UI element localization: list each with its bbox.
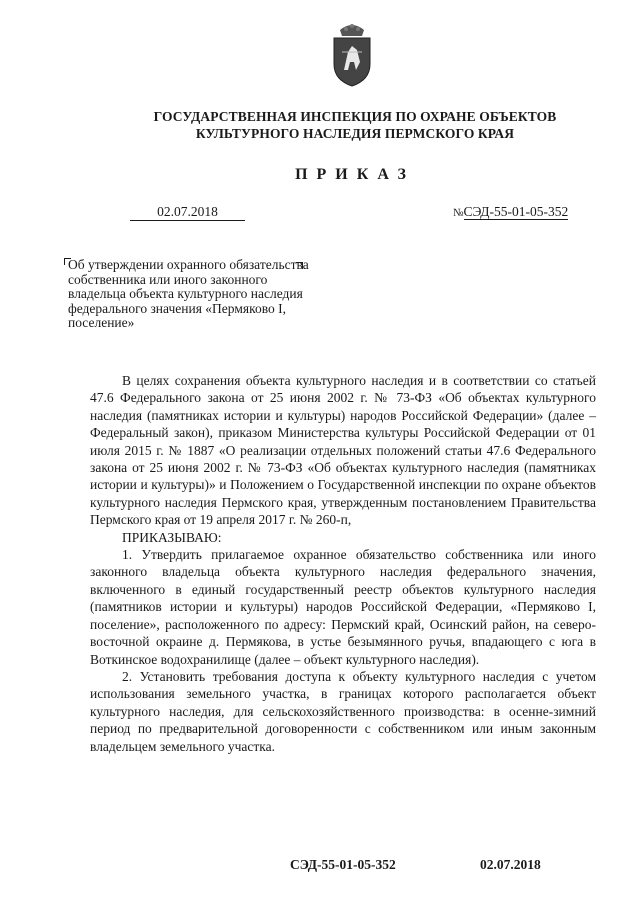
organization-line-2: КУЛЬТУРНОГО НАСЛЕДИЯ ПЕРМСКОГО КРАЯ <box>195 126 515 141</box>
footer-document-date: 02.07.2018 <box>480 857 541 872</box>
order-item-2: 2. Установить требования доступа к объекту культурного наследия с учетом использования земельного участка, в границах которого располагается объект культурного наследия, для сельскохозяйственного производства: в осенне-зимний период по предварительной договоренности с собственником или иным законным владельцем земельного участка. <box>90 668 596 754</box>
number-sign: № <box>453 207 464 219</box>
organization-line-1: ГОСУДАРСТВЕННАЯ ИНСПЕКЦИЯ ПО ОХРАНЕ ОБЪЕКТОВ <box>153 109 557 124</box>
preamble-paragraph: В целях сохранения объекта культурного наследия и в соответствии со статьей 47.6 Федерального закона от 25 июня 2002 г. № 73-ФЗ «Об объектах культурного наследия (памятниках истории и культуры) народов Российской Федерации» (далее – Федеральный закон), приказом Министерства культуры Российской Федерации от 01 июля 2015 г. № 1887 «О реализации отдельных положений статьи 47.6 Федерального закона от 25 июня 2002 г. № 73-ФЗ «Об объектах культурного наследия (памятниках истории и культуры)» и Положением о Государственной инспекции по охране объектов культурного наследия Пермского края, утвержденным постановлением Правительства Пермского края от 19 апреля 2017 г. № 260-п, <box>90 373 596 528</box>
document-number-value: СЭД-55-01-05-352 <box>463 204 569 219</box>
document-type-title: ПРИКАЗ <box>295 166 415 183</box>
document-subject: Об утверждении охранного обязательства собственника или иного законного владельца объекта культурного наследия федерального значения «Пермяково I, поселение» <box>68 257 309 330</box>
order-keyword: ПРИКАЗЫВАЮ: <box>122 529 222 545</box>
order-item-1: 1. Утвердить прилагаемое охранное обязательство собственника или иного законного владельца объекта культурного наследия федерального значения, включенного в единый государственный реестр объектов культурного наследия (памятников истории и культуры) народов Российской Федерации, «Пермяково I, поселение», расположенного по адресу: Пермский край, Осинский район, на северо-восточной окраине д. Пермякова, в устье безымянного ручья, впадающего с юга в Воткинское водохранилище (далее – объект культурного наследия). <box>90 547 596 667</box>
organization-name <box>120 108 590 142</box>
document-date: 02.07.2018 <box>130 204 245 221</box>
perm-krai-coat-of-arms-icon <box>330 22 374 88</box>
document-number <box>453 204 568 221</box>
document-body <box>90 372 596 755</box>
footer-document-number: СЭД-55-01-05-352 <box>290 857 396 872</box>
